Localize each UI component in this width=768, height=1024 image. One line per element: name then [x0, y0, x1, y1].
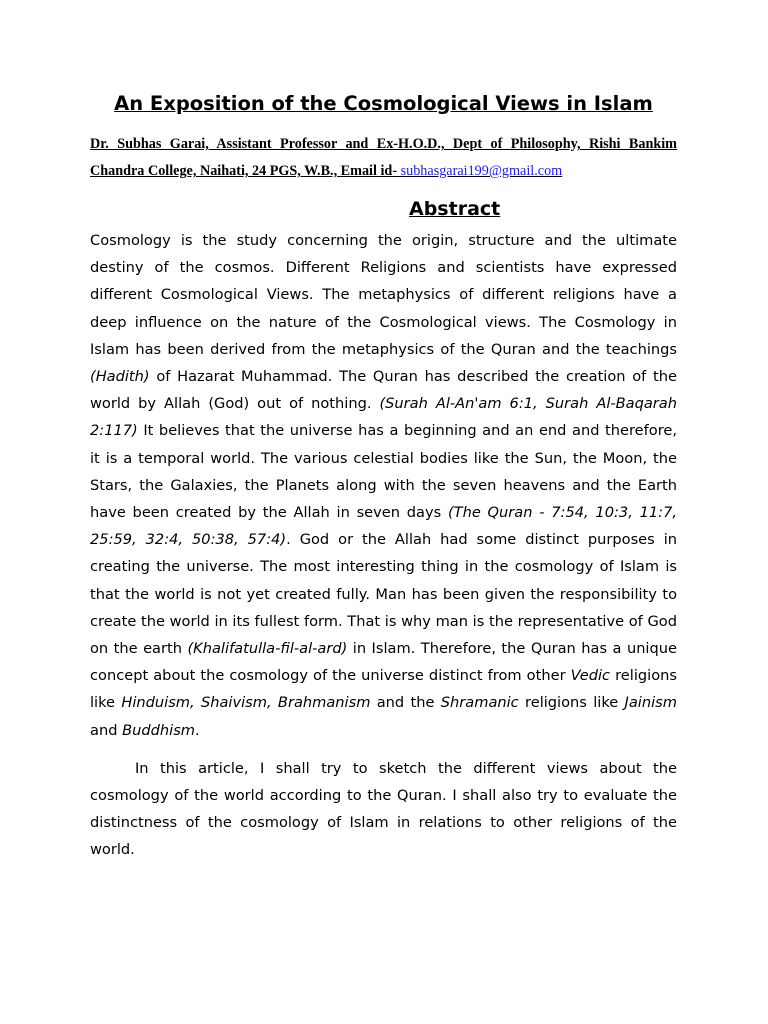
shramanic-term: Shramanic: [440, 694, 519, 712]
khalifa-term: (Khalifatulla-fil-al-ard): [187, 640, 348, 658]
email-link[interactable]: subhasgarai199@gmail.com: [400, 163, 563, 179]
jainism-term: Jainism: [624, 694, 677, 712]
vedic-term: Vedic: [570, 667, 611, 685]
surah-references: (Surah Al-An'am 6:1, Surah Al-Baqarah 2:117): [90, 395, 677, 440]
text-span: in Islam. Therefore, the Quran has a unique concept about the cosmology of the universe distinct from other: [90, 640, 677, 685]
buddhism-term: Buddhism: [122, 721, 196, 739]
quran-references: (The Quran - 7:54, 10:3, 11:7, 25:59, 32:4, 50:38, 57:4): [90, 504, 677, 549]
text-span: religions like: [518, 694, 625, 712]
author-line: Dr. Subhas Garai, Assistant Professor and Ex-H.O.D., Dept of Philosophy, Rishi Bankim Chandra College, Naihati, 24 PGS, W.B., Email id-: [90, 136, 677, 179]
paper-title: An Exposition of the Cosmological Views in Islam: [114, 92, 653, 115]
text-span: It believes that the universe has a beginning and an end and therefore, it is a temporal world. The various celestial bodies like the Sun, the Moon, the Stars, the Galaxies, the Planets along with the seven heavens and the Earth have been created by the Allah in seven days: [90, 422, 677, 522]
abstract-heading: Abstract: [409, 198, 501, 220]
text-span: .: [195, 721, 200, 739]
abstract-paragraph-1: [90, 227, 677, 744]
author-affiliation: [90, 131, 677, 185]
text-span: of Hazarat Muhammad. The Quran has described the creation of the world by Allah (God) out of nothing.: [90, 368, 677, 413]
hindu-religions: Hinduism, Shaivism, Brahmanism: [121, 694, 371, 712]
text-span: . God or the Allah had some distinct purposes in creating the universe. The most interesting thing in the cosmology of Islam is that the world is not yet created fully. Man has been given the responsibility to create the world in its fullest form. That is why man is the representative of God on the earth: [90, 531, 677, 658]
text-span: and: [90, 721, 123, 739]
text-span: religions like: [90, 667, 677, 712]
abstract-paragraph-2: In this article, I shall try to sketch the different views about the cosmology of the world according to the Quran. I shall also try to evaluate the distinctness of the cosmology of Islam in relations to other religions of the world.: [90, 759, 677, 859]
document-page: [90, 88, 677, 864]
text-span: and the: [370, 694, 441, 712]
text-span: Cosmology is the study concerning the origin, structure and the ultimate destiny of the cosmos. Different Religions and scientists have expressed different Cosmological Views. The metaphysics of different religions have a deep influence on the nature of the Cosmological views. The Cosmology in Islam has been derived from the metaphysics of the Quran and the teachings: [90, 232, 677, 358]
hadith-term: (Hadith): [90, 368, 150, 386]
